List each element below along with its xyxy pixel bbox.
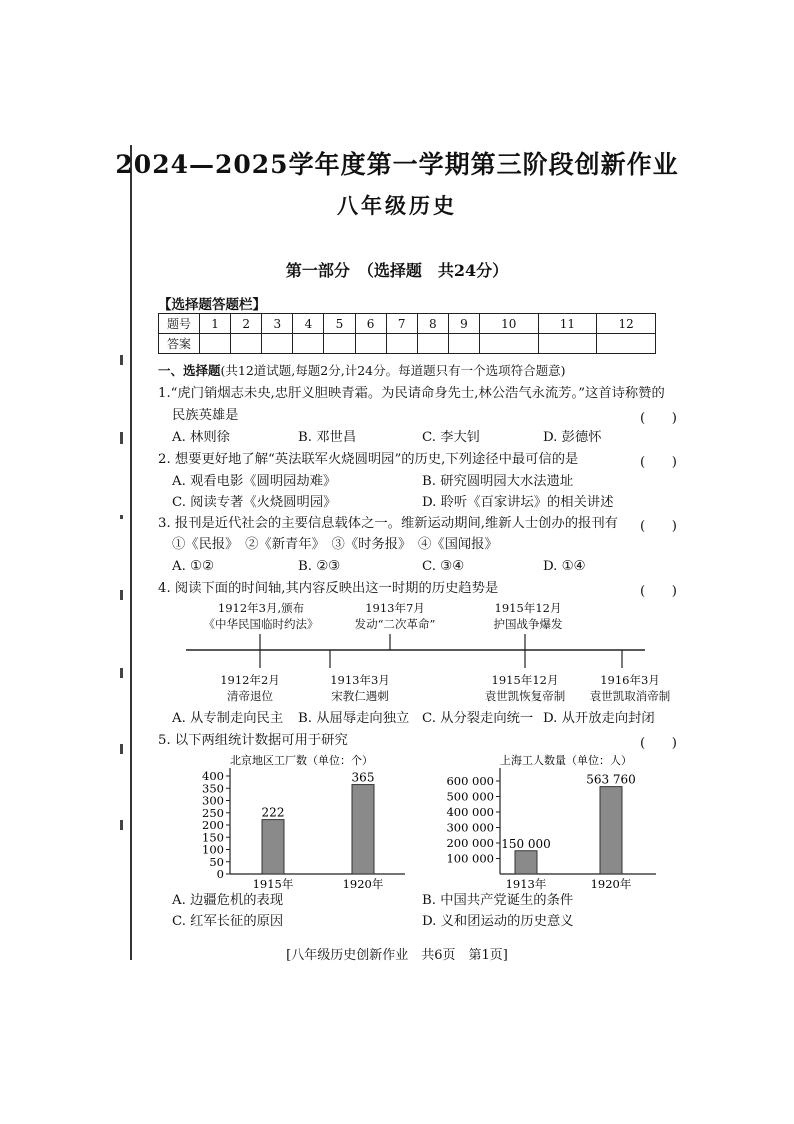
answer-cell[interactable] <box>479 334 538 354</box>
binding-mark <box>120 515 123 519</box>
y-tick-label: 100 000 <box>446 851 494 866</box>
y-tick-label: 50 <box>209 854 224 869</box>
answer-table-label: 【选择题答题栏】 <box>158 297 266 313</box>
q5-option-d: D. 义和团运动的历史意义 <box>422 914 574 929</box>
chart-shanghai-workers <box>420 748 660 893</box>
section-heading: 一、选择题(共12道试题,每题2分,计24分。每道题只有一个选项符合题意) <box>158 363 566 378</box>
answer-cell[interactable] <box>324 334 355 354</box>
answer-cell[interactable] <box>597 334 656 354</box>
q5-option-b: B. 中国共产党诞生的条件 <box>422 893 574 908</box>
answer-cell[interactable] <box>262 334 293 354</box>
timeline-bottom-event-2: 1913年3月 宋教仁遇刺 <box>330 673 390 703</box>
answer-number: 8 <box>417 314 448 334</box>
answer-table-number-row <box>159 314 656 334</box>
timeline-bottom-event-3: 1915年12月 袁世凯恢复帝制 <box>484 673 566 703</box>
part-heading: 第一部分 （选择题 共24分） <box>285 261 509 280</box>
answer-number: 11 <box>538 314 597 334</box>
q4-option-c: C. 从分裂走向统一 <box>422 711 534 726</box>
y-tick-label: 100 <box>202 842 224 857</box>
chart2-title: 上海工人数量（单位：人） <box>500 754 632 767</box>
answer-cell[interactable] <box>231 334 262 354</box>
q3-option-c: C. ③④ <box>422 559 464 574</box>
q5-answer-paren[interactable]: ( ) <box>640 736 677 751</box>
answer-cell[interactable] <box>293 334 324 354</box>
answer-number: 2 <box>231 314 262 334</box>
q1-answer-paren[interactable]: ( ) <box>640 411 677 426</box>
bar <box>262 820 284 874</box>
binding-mark <box>120 820 123 830</box>
timeline-top-event-2: 1913年7月 发动“二次革命” <box>354 601 436 631</box>
q1-option-c: C. 李大钊 <box>422 430 481 445</box>
bar-value-label: 222 <box>261 805 285 820</box>
binding-mark <box>120 744 123 754</box>
answer-number: 12 <box>597 314 656 334</box>
x-category-label: 1913年 <box>505 877 547 891</box>
answer-number: 1 <box>200 314 231 334</box>
q3-items: ①《民报》 ②《新青年》 ③《时务报》 ④《国闻报》 <box>172 537 498 552</box>
y-tick-label: 400 <box>202 769 224 783</box>
bar-value-label: 365 <box>351 770 375 785</box>
y-tick-label: 200 000 <box>446 836 494 850</box>
bar-value-label: 563 760 <box>586 772 636 787</box>
y-tick-label: 200 <box>202 818 224 832</box>
page-subtitle: 八年级历史 <box>337 193 457 218</box>
timeline-bottom-event-1: 1912年2月 清帝退位 <box>220 673 280 703</box>
y-tick-label: 350 <box>202 781 224 796</box>
y-tick-label: 250 <box>202 805 224 820</box>
y-tick-label: 150 <box>202 830 224 845</box>
q4-stem: 4. 阅读下面的时间轴,其内容反映出这一时期的历史趋势是 <box>158 581 499 596</box>
q3-option-d: D. ①④ <box>543 559 586 574</box>
binding-mark <box>120 432 123 444</box>
timeline-bottom-event-4: 1916年3月 袁世凯取消帝制 <box>589 673 671 703</box>
y-tick-label: 500 000 <box>446 789 494 804</box>
binding-mark <box>120 590 123 600</box>
y-tick-label: 600 000 <box>446 774 494 788</box>
page-title: 2024—2025学年度第一学期第三阶段创新作业 <box>115 150 679 179</box>
binding-mark <box>120 668 123 678</box>
q3-answer-paren[interactable]: ( ) <box>640 519 677 534</box>
q3-option-b: B. ②③ <box>298 559 341 574</box>
q5-option-c: C. 红军长征的原因 <box>172 914 284 929</box>
answer-table-row2-label: 答案 <box>159 334 200 354</box>
bar <box>600 787 622 874</box>
y-tick-label: 300 000 <box>446 820 494 835</box>
q1-option-b: B. 邓世昌 <box>298 430 357 445</box>
answer-number: 7 <box>386 314 417 334</box>
bar <box>515 851 537 874</box>
answer-table-answer-row <box>159 334 656 354</box>
answer-cell[interactable] <box>355 334 386 354</box>
q4-option-d: D. 从开放走向封闭 <box>543 711 655 726</box>
timeline-top-event-1: 1912年3月,颁布 《中华民国临时约法》 <box>203 601 319 631</box>
q2-option-c: C. 阅读专著《火烧圆明园》 <box>172 495 337 510</box>
answer-table-row1-label: 题号 <box>159 314 200 334</box>
q4-option-a: A. 从专制走向民主 <box>172 711 284 726</box>
q1-stem-line2: 民族英雄是 <box>172 408 239 423</box>
timeline-top-event-3: 1915年12月 护国战争爆发 <box>493 601 563 631</box>
answer-number: 3 <box>262 314 293 334</box>
q5-option-a: A. 边疆危机的表现 <box>172 893 284 908</box>
q1-option-d: D. 彭德怀 <box>543 430 602 445</box>
answer-cell[interactable] <box>448 334 479 354</box>
answer-number: 4 <box>293 314 324 334</box>
q1-option-a: A. 林则徐 <box>172 430 230 445</box>
answer-number: 6 <box>355 314 386 334</box>
answer-cell[interactable] <box>417 334 448 354</box>
q2-option-b: B. 研究圆明园大水法遗址 <box>422 474 574 489</box>
q1-stem-line1: 1.“虎门销烟志未央,忠肝义胆映青霜。为民请命身先士,林公浩气永流芳。”这首诗称赞的 <box>158 386 665 401</box>
q5-stem: 5. 以下两组统计数据可用于研究 <box>158 733 348 748</box>
answer-number: 5 <box>324 314 355 334</box>
answer-cell[interactable] <box>538 334 597 354</box>
binding-mark <box>120 355 123 365</box>
q4-option-b: B. 从屈辱走向独立 <box>298 711 410 726</box>
q4-answer-paren[interactable]: ( ) <box>640 584 677 599</box>
q2-answer-paren[interactable]: ( ) <box>640 455 677 470</box>
timeline-axis <box>180 630 650 672</box>
answer-number: 9 <box>448 314 479 334</box>
answer-cell[interactable] <box>200 334 231 354</box>
y-tick-label: 300 <box>202 793 224 808</box>
page-footer: [八年级历史创新作业 共6页 第1页] <box>286 948 508 963</box>
q2-option-d: D. 聆听《百家讲坛》的相关讲述 <box>422 495 614 510</box>
chart1-title: 北京地区工厂数（单位：个） <box>230 754 373 767</box>
bar-value-label: 150 000 <box>501 836 551 851</box>
q2-stem: 2. 想要更好地了解“英法联军火烧圆明园”的历史,下列途径中最可信的是 <box>158 452 579 467</box>
q3-option-a: A. ①② <box>172 559 214 574</box>
q2-option-a: A. 观看电影《圆明园劫难》 <box>172 474 337 489</box>
q3-stem: 3. 报刊是近代社会的主要信息载体之一。维新运动期间,维新人士创办的报刊有 <box>158 516 618 531</box>
y-tick-label: 400 000 <box>446 805 494 819</box>
chart-beijing-factories <box>170 748 410 893</box>
answer-cell[interactable] <box>386 334 417 354</box>
x-category-label: 1915年 <box>252 877 294 891</box>
y-tick-label: 0 <box>216 867 224 881</box>
bar <box>352 785 374 874</box>
answer-table <box>158 313 656 354</box>
answer-number: 10 <box>479 314 538 334</box>
x-category-label: 1920年 <box>590 877 632 891</box>
x-category-label: 1920年 <box>342 877 384 891</box>
